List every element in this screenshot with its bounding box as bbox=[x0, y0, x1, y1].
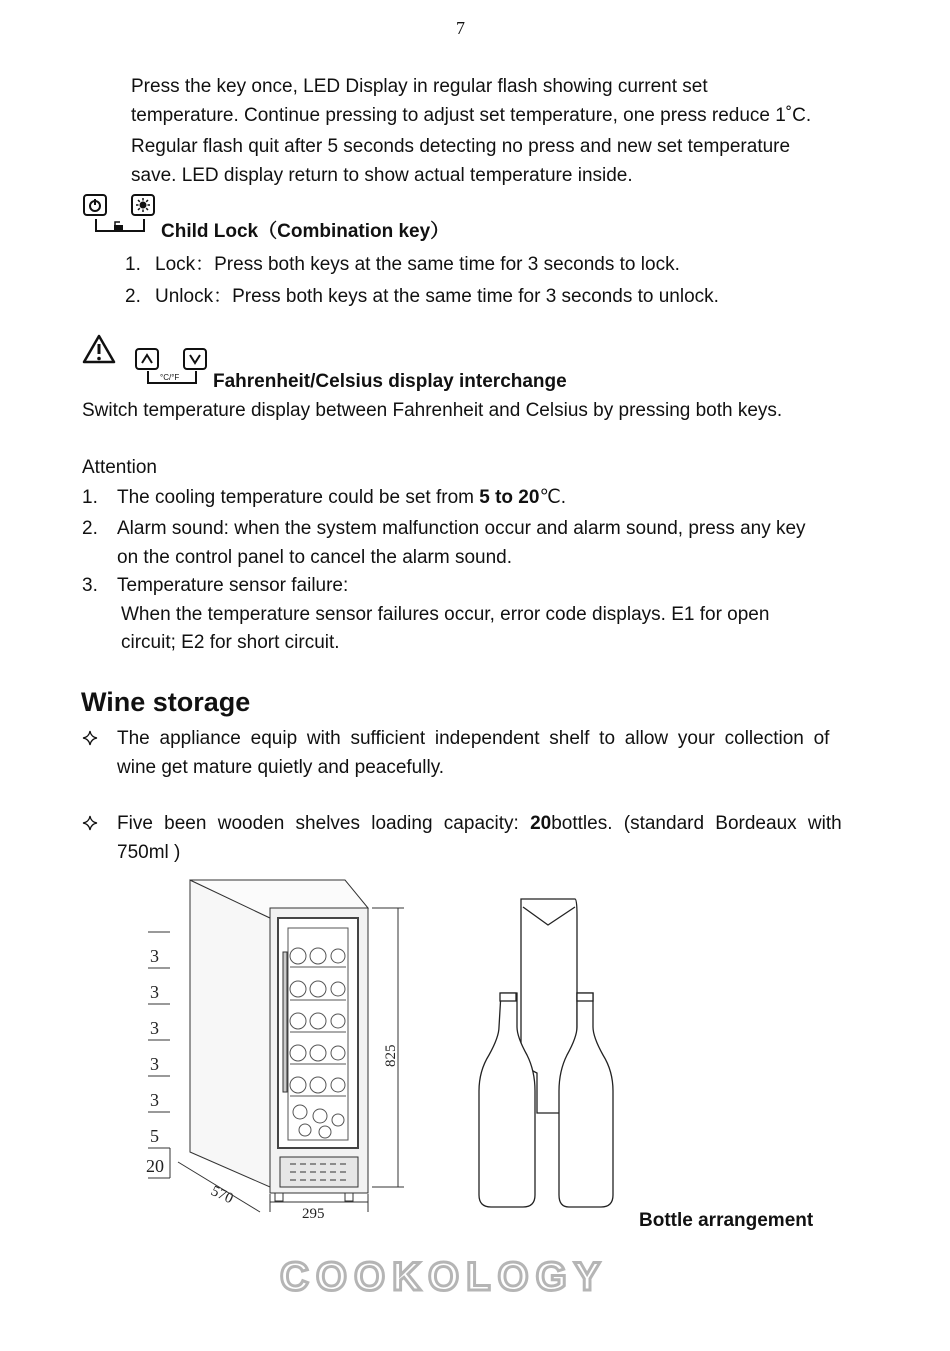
bullet-2-post: bottles. (standard Bordeaux with bbox=[551, 813, 842, 834]
fahrenheit-description: Switch temperature display between Fahrenheit and Celsius by pressing both keys. bbox=[82, 400, 783, 421]
depth-label: 570 bbox=[208, 1183, 236, 1208]
bullet-2-line-1 bbox=[117, 813, 845, 836]
bottle-arrangement-diagram bbox=[475, 895, 625, 1213]
child-lock-item-1-num: 1. bbox=[125, 254, 141, 275]
attention-item-2-line-2: on the control panel to cancel the alarm sound. bbox=[117, 547, 513, 568]
attention-item-1-num: 1. bbox=[82, 487, 98, 508]
bullet-1-icon bbox=[82, 730, 98, 751]
bullet-1-line-2: wine get mature quietly and peacefully. bbox=[117, 757, 445, 778]
attention-item-3-num: 3. bbox=[82, 575, 98, 596]
attention-item-1-post: ℃. bbox=[539, 487, 567, 508]
attention-item-1-range: 5 to 20 bbox=[479, 487, 540, 508]
spacing-label-3: 3 bbox=[150, 1018, 159, 1038]
spacing-label-1: 3 bbox=[150, 946, 159, 966]
child-lock-title: Child Lock（Combination key） bbox=[161, 221, 450, 242]
spacing-label-5: 3 bbox=[150, 1090, 159, 1110]
warning-icon bbox=[82, 334, 116, 364]
attention-item-1-pre: The cooling temperature could be set from bbox=[117, 487, 480, 508]
spacing-label-7: 20 bbox=[146, 1156, 164, 1176]
spacing-label-2: 3 bbox=[150, 982, 159, 1002]
set-temp-line-3: Regular flash quit after 5 seconds detecting no press and new set temperature bbox=[131, 136, 791, 157]
width-label: 295 bbox=[302, 1206, 325, 1222]
fahrenheit-title: Fahrenheit/Celsius display interchange bbox=[213, 371, 567, 392]
lock-icon bbox=[94, 217, 146, 235]
bullet-2-line-2: 750ml ) bbox=[117, 842, 181, 863]
spacing-label-6: 5 bbox=[150, 1126, 159, 1146]
height-label: 825 bbox=[383, 1044, 399, 1067]
bullet-1-line-1 bbox=[117, 728, 845, 751]
set-temp-line-4: save. LED display return to show actual temperature inside. bbox=[131, 165, 633, 186]
page-number: 7 bbox=[456, 18, 465, 38]
set-temp-line-2: temperature. Continue pressing to adjust set temperature, one press reduce 1˚C. bbox=[131, 105, 812, 126]
bullet-1-line-1-text: The appliance equip with sufficient independent shelf to allow your collection of bbox=[117, 728, 830, 749]
bottle-arrangement-caption: Bottle arrangement bbox=[639, 1210, 814, 1231]
attention-item-3-line-2: circuit; E2 for short circuit. bbox=[121, 632, 340, 653]
attention-item-3-title: Temperature sensor failure: bbox=[117, 575, 349, 596]
wine-storage-heading: Wine storage bbox=[81, 687, 251, 717]
up-arrow-icon bbox=[135, 348, 159, 370]
attention-item-1 bbox=[117, 487, 566, 510]
attention-item-2-num: 2. bbox=[82, 518, 98, 539]
set-temp-line-1: Press the key once, LED Display in regular flash showing current set bbox=[131, 76, 708, 97]
spacing-label-4: 3 bbox=[150, 1054, 159, 1074]
attention-item-2-line-1: Alarm sound: when the system malfunction occur and alarm sound, press any key bbox=[117, 518, 806, 539]
bullet-2-capacity: 20 bbox=[530, 813, 552, 834]
brand-logo: COOKOLOGY bbox=[280, 1255, 608, 1299]
attention-item-3-line-1: When the temperature sensor failures occur, error code displays. E1 for open bbox=[121, 604, 770, 625]
bullet-2-pre: Five been wooden shelves loading capacity: bbox=[117, 813, 531, 834]
child-lock-item-1-text: Lock：Press both keys at the same time for 3 seconds to lock. bbox=[155, 254, 680, 275]
bullet-2-icon bbox=[82, 815, 98, 836]
wine-cooler-diagram bbox=[140, 872, 430, 1224]
celsius-fahrenheit-label: °C/°F bbox=[160, 373, 180, 382]
child-lock-item-2-num: 2. bbox=[125, 286, 141, 307]
down-arrow-icon bbox=[183, 348, 207, 370]
light-icon bbox=[131, 194, 155, 216]
power-icon bbox=[83, 194, 107, 216]
child-lock-item-2-text: Unlock：Press both keys at the same time for 3 seconds to unlock. bbox=[155, 286, 719, 307]
attention-heading: Attention bbox=[82, 457, 157, 478]
